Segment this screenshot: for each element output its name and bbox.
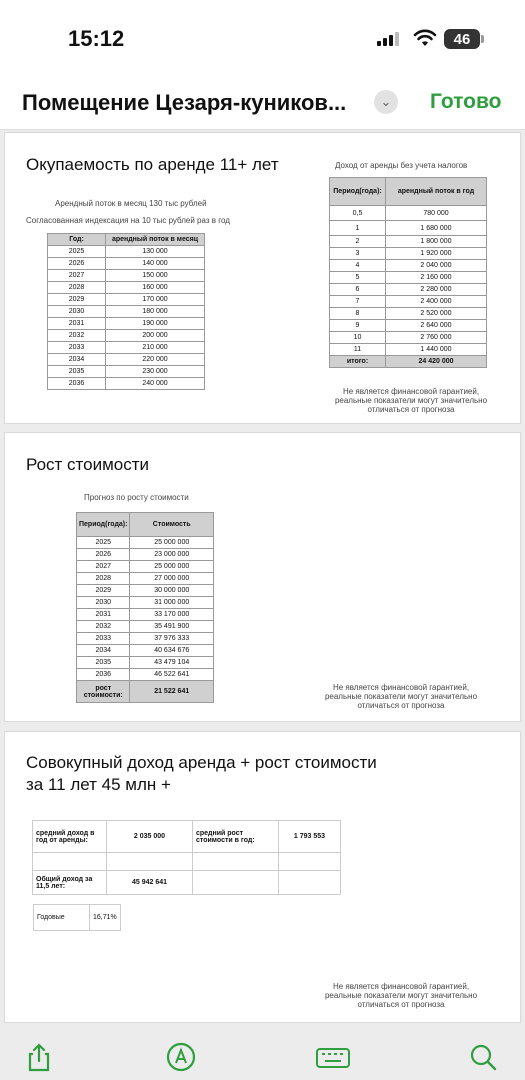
table-header: арендный поток в месяц (106, 234, 205, 246)
heading-line: за 11 лет 45 млн + (26, 775, 171, 794)
slide-rent-payback[interactable] (4, 132, 521, 424)
table-cell: 37 976 333 (130, 633, 214, 645)
table-cell: 150 000 (106, 270, 205, 282)
wifi-icon (413, 28, 437, 48)
table-row (77, 609, 214, 621)
table-caption: Прогноз по росту стоимости (84, 493, 189, 502)
table-cell: 40 634 676 (130, 645, 214, 657)
slide-value-growth[interactable] (4, 432, 521, 722)
table-cell: 1 800 000 (386, 236, 487, 248)
table-cell: 23 000 000 (130, 549, 214, 561)
table-cell: 25 000 000 (130, 561, 214, 573)
table-cell: 130 000 (106, 246, 205, 258)
share-icon[interactable] (24, 1042, 54, 1072)
table-header: Год: (48, 234, 106, 246)
table-cell: 780 000 (386, 206, 487, 221)
cellular-signal-icon (377, 31, 399, 46)
table-cell: 2 640 000 (386, 320, 487, 332)
table-cell: 2035 (48, 366, 106, 378)
table-cell: 2 760 000 (386, 332, 487, 344)
slide-total-income[interactable] (4, 731, 521, 1023)
slide-heading: Окупаемость по аренде 11+ лет (26, 155, 279, 174)
table-cell: 25 000 000 (130, 537, 214, 549)
table-cell: 2027 (77, 561, 130, 573)
table-row (330, 248, 487, 260)
table-row (48, 258, 205, 270)
table-header: Период(года): (330, 178, 386, 206)
total-income-label: Общий доход за 11,5 лет: (33, 871, 107, 895)
total-income-value: 45 942 641 (107, 871, 193, 895)
table-cell: 2025 (77, 537, 130, 549)
table-row (330, 284, 487, 296)
bottom-toolbar (0, 1030, 525, 1080)
table-cell: 2033 (48, 342, 106, 354)
table-cell: 3 (330, 248, 386, 260)
table-cell: 2 160 000 (386, 272, 487, 284)
table-cell: 2026 (48, 258, 106, 270)
table-cell: 4 (330, 260, 386, 272)
table-cell: 210 000 (106, 342, 205, 354)
table-cell: 240 000 (106, 378, 205, 390)
avg-growth-value: 1 793 553 (279, 821, 341, 853)
table-row (330, 206, 487, 221)
table-row (77, 573, 214, 585)
done-button[interactable]: Готово (430, 90, 502, 113)
table-cell: итого: (330, 356, 386, 368)
table-cell: 11 (330, 344, 386, 356)
table-cell: 2035 (77, 657, 130, 669)
nav-bar (0, 70, 525, 130)
table-header: Стоимость (130, 513, 214, 537)
table-cell: 2036 (48, 378, 106, 390)
search-icon[interactable] (468, 1042, 498, 1072)
markup-icon[interactable] (166, 1042, 196, 1072)
table-cell: 2 400 000 (386, 296, 487, 308)
heading-line: Совокупный доход аренда + рост стоимости (26, 753, 377, 772)
disclaimer-text: Не является финансовой гарантией, реальные показатели могут значительно отличаться от прогноза (324, 982, 478, 1009)
table-cell: 160 000 (106, 282, 205, 294)
table-cell: 31 000 000 (130, 597, 214, 609)
table-cell: 2033 (77, 633, 130, 645)
table-caption: Доход от аренды без учета налогов (335, 161, 468, 170)
table-row (48, 270, 205, 282)
table-cell: 200 000 (106, 330, 205, 342)
table-row (77, 597, 214, 609)
table-cell: 140 000 (106, 258, 205, 270)
table-cell: 2034 (77, 645, 130, 657)
table-cell: 2031 (77, 609, 130, 621)
monthly-rent-table (47, 233, 205, 390)
table-cell: 27 000 000 (130, 573, 214, 585)
value-growth-table (76, 512, 214, 703)
table-cell: 2030 (77, 597, 130, 609)
table-row (77, 561, 214, 573)
table-cell: 2032 (77, 621, 130, 633)
table-cell: 2025 (48, 246, 106, 258)
table-cell: 0,5 (330, 206, 386, 221)
table-row (48, 378, 205, 390)
table-row (330, 344, 487, 356)
table-row (77, 669, 214, 681)
battery-level: 46 (453, 30, 471, 48)
table-cell: 2030 (48, 306, 106, 318)
table-row (48, 294, 205, 306)
table-cell: 180 000 (106, 306, 205, 318)
table-cell: 2 040 000 (386, 260, 487, 272)
table-row (48, 246, 205, 258)
table-row (48, 342, 205, 354)
table-cell: 1 680 000 (386, 221, 487, 236)
table-cell: 46 522 641 (130, 669, 214, 681)
annual-rent-table (329, 177, 487, 368)
table-row (330, 236, 487, 248)
table-row (330, 332, 487, 344)
table-row (330, 221, 487, 236)
table-header: Период(года): (77, 513, 130, 537)
table-cell: 2031 (48, 318, 106, 330)
table-cell: 1 (330, 221, 386, 236)
table-cell: 220 000 (106, 354, 205, 366)
table-row (330, 272, 487, 284)
rent-note: Арендный поток в месяц 130 тыс рублей (55, 199, 207, 208)
table-cell: 7 (330, 296, 386, 308)
annual-yield-table (33, 904, 121, 931)
keyboard-icon[interactable] (316, 1042, 350, 1072)
slide-heading (26, 752, 377, 796)
summary-table (32, 820, 341, 895)
table-cell: 2 280 000 (386, 284, 487, 296)
table-row (330, 320, 487, 332)
table-cell: 2 520 000 (386, 308, 487, 320)
annual-yield-value: 16,71% (90, 905, 121, 931)
table-cell: 8 (330, 308, 386, 320)
table-cell: 2 (330, 236, 386, 248)
disclaimer-text: Не является финансовой гарантией, реальные показатели могут значительно отличаться от прогноза (334, 387, 488, 414)
table-row (77, 657, 214, 669)
table-cell: 1 440 000 (386, 344, 487, 356)
table-row (77, 645, 214, 657)
table-cell: 2028 (48, 282, 106, 294)
table-row (48, 282, 205, 294)
slide-heading: Рост стоимости (26, 455, 150, 474)
table-row (330, 260, 487, 272)
avg-rent-label: средний доход в год от аренды: (33, 821, 107, 853)
table-cell: 230 000 (106, 366, 205, 378)
table-cell: 5 (330, 272, 386, 284)
disclaimer-text: Не является финансовой гарантией, реальные показатели могут значительно отличаться от прогноза (324, 683, 478, 710)
table-cell: 2027 (48, 270, 106, 282)
table-row (48, 354, 205, 366)
table-cell: 2032 (48, 330, 106, 342)
table-cell: 2029 (48, 294, 106, 306)
table-total-row (77, 681, 214, 703)
table-cell: 9 (330, 320, 386, 332)
table-row (330, 296, 487, 308)
table-cell: 2029 (77, 585, 130, 597)
table-row (48, 366, 205, 378)
indexation-note: Согласованная индексация на 10 тыс рублей раз в год (26, 216, 230, 225)
table-header: арендный поток в год (386, 178, 487, 206)
table-cell: рост стоимости: (77, 681, 130, 703)
avg-growth-label: средний рост стоимости в год: (193, 821, 279, 853)
table-row (48, 306, 205, 318)
battery-tip (481, 35, 484, 43)
document-title[interactable]: Помещение Цезаря-куников... (22, 90, 347, 115)
table-cell: 2028 (77, 573, 130, 585)
table-cell: 10 (330, 332, 386, 344)
table-cell: 2026 (77, 549, 130, 561)
table-cell: 2034 (48, 354, 106, 366)
table-cell: 6 (330, 284, 386, 296)
table-row (48, 318, 205, 330)
table-cell: 2036 (77, 669, 130, 681)
table-row (77, 549, 214, 561)
table-row (77, 621, 214, 633)
annual-yield-label: Годовые (34, 905, 90, 931)
chevron-down-icon[interactable]: ⌄ (374, 90, 398, 114)
battery-icon (444, 29, 480, 49)
status-bar (0, 0, 525, 70)
clock: 15:12 (68, 26, 125, 51)
table-cell: 21 522 641 (130, 681, 214, 703)
table-cell: 24 420 000 (386, 356, 487, 368)
table-row (77, 537, 214, 549)
table-cell: 43 479 104 (130, 657, 214, 669)
table-cell: 30 000 000 (130, 585, 214, 597)
table-cell: 190 000 (106, 318, 205, 330)
table-row (77, 633, 214, 645)
avg-rent-value: 2 035 000 (107, 821, 193, 853)
table-row (77, 585, 214, 597)
table-cell: 35 491 900 (130, 621, 214, 633)
table-cell: 1 920 000 (386, 248, 487, 260)
table-total-row (330, 356, 487, 368)
table-cell: 33 170 000 (130, 609, 214, 621)
table-row (330, 308, 487, 320)
table-row (48, 330, 205, 342)
table-cell: 170 000 (106, 294, 205, 306)
